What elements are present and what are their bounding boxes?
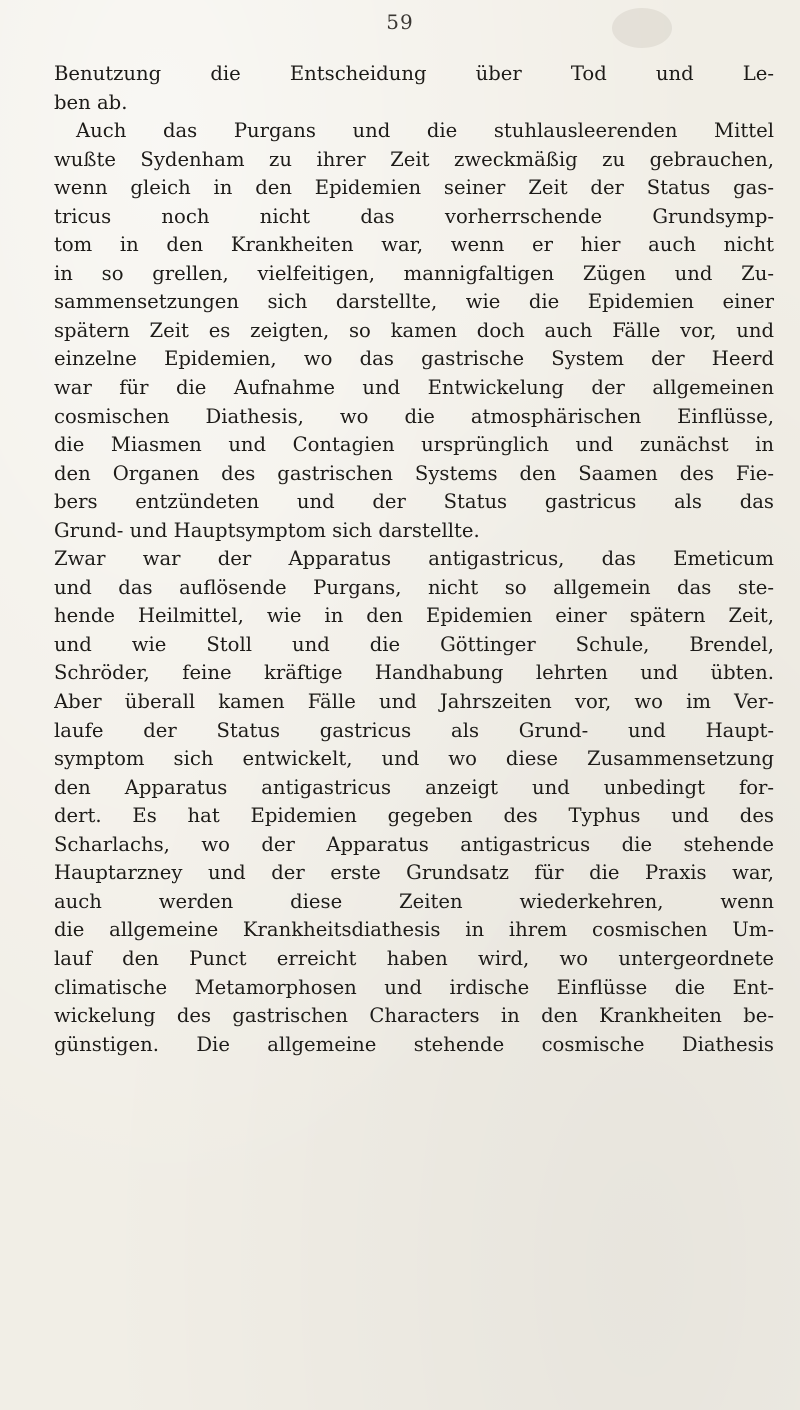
text-line: Hauptarzney und der erste Grundsatz für die Praxis war,	[54, 861, 774, 885]
text-line: cosmischen Diathesis, wo die atmosphärischen Einflüsse,	[54, 404, 774, 428]
text-line: die allgemeine Krankheitsdiathesis in ihrem cosmischen Um-	[54, 918, 774, 942]
text-line: auch werden diese Zeiten wiederkehren, wenn	[54, 889, 774, 913]
body-text	[54, 60, 774, 1059]
text-line: bers entzündeten und der Status gastricus als das	[54, 490, 774, 514]
text-line: hende Heilmittel, wie in den Epidemien einer spätern Zeit,	[54, 604, 774, 628]
text-line: wußte Sydenham zu ihrer Zeit zweckmäßig zu gebrauchen,	[54, 147, 774, 171]
text-line: tricus noch nicht das vorherrschende Grundsymp-	[54, 204, 774, 228]
text-line: symptom sich entwickelt, und wo diese Zusammensetzung	[54, 747, 774, 771]
text-line: einzelne Epidemien, wo das gastrische System der Heerd	[54, 347, 774, 371]
text-line: climatische Metamorphosen und irdische Einflüsse die Ent-	[54, 975, 774, 999]
text-line: günstigen. Die allgemeine stehende cosmische Diathesis	[54, 1032, 774, 1056]
text-line: sammensetzungen sich darstellte, wie die Epidemien einer	[54, 290, 774, 314]
text-line: und wie Stoll und die Göttinger Schule, Brendel,	[54, 632, 774, 656]
text-line: und das auflösende Purgans, nicht so allgemein das ste-	[54, 575, 774, 599]
text-line: Benutzung die Entscheidung über Tod und Le-	[54, 62, 774, 85]
text-line: Zwar war der Apparatus antigastricus, das Emeticum	[54, 547, 774, 571]
text-line: wickelung des gastrischen Characters in den Krankheiten be-	[54, 1004, 774, 1028]
text-line: ben ab.	[54, 90, 128, 114]
text-line: laufe der Status gastricus als Grund- und Haupt-	[54, 718, 774, 742]
text-line: tom in den Krankheiten war, wenn er hier auch nicht	[54, 233, 774, 257]
text-line: die Miasmen und Contagien ursprünglich und zunächst in	[54, 433, 774, 457]
text-line: den Apparatus antigastricus anzeigt und unbedingt for-	[54, 775, 774, 799]
text-line: Schröder, feine kräftige Handhabung lehrten und übten.	[54, 661, 774, 685]
text-line: Grund- und Hauptsymptom sich darstellte.	[54, 518, 480, 542]
text-line: dert. Es hat Epidemien gegeben des Typhus und des	[54, 804, 774, 828]
text-line: spätern Zeit es zeigten, so kamen doch auch Fälle vor, und	[54, 318, 774, 342]
text-line: Aber überall kamen Fälle und Jahrszeiten vor, wo im Ver-	[54, 690, 774, 714]
text-line: Auch das Purgans und die stuhlausleerenden Mittel	[76, 119, 774, 143]
text-line: lauf den Punct erreicht haben wird, wo untergeordnete	[54, 946, 774, 970]
page-number: 59	[386, 10, 414, 34]
text-line: Scharlachs, wo der Apparatus antigastricus die stehende	[54, 832, 774, 856]
text-line: wenn gleich in den Epidemien seiner Zeit der Status gas-	[54, 176, 774, 200]
text-line: in so grellen, vielfeitigen, mannigfaltigen Zügen und Zu-	[54, 261, 774, 285]
text-line: war für die Aufnahme und Entwickelung der allgemeinen	[54, 376, 774, 400]
text-line: den Organen des gastrischen Systems den Saamen des Fie-	[54, 461, 774, 485]
